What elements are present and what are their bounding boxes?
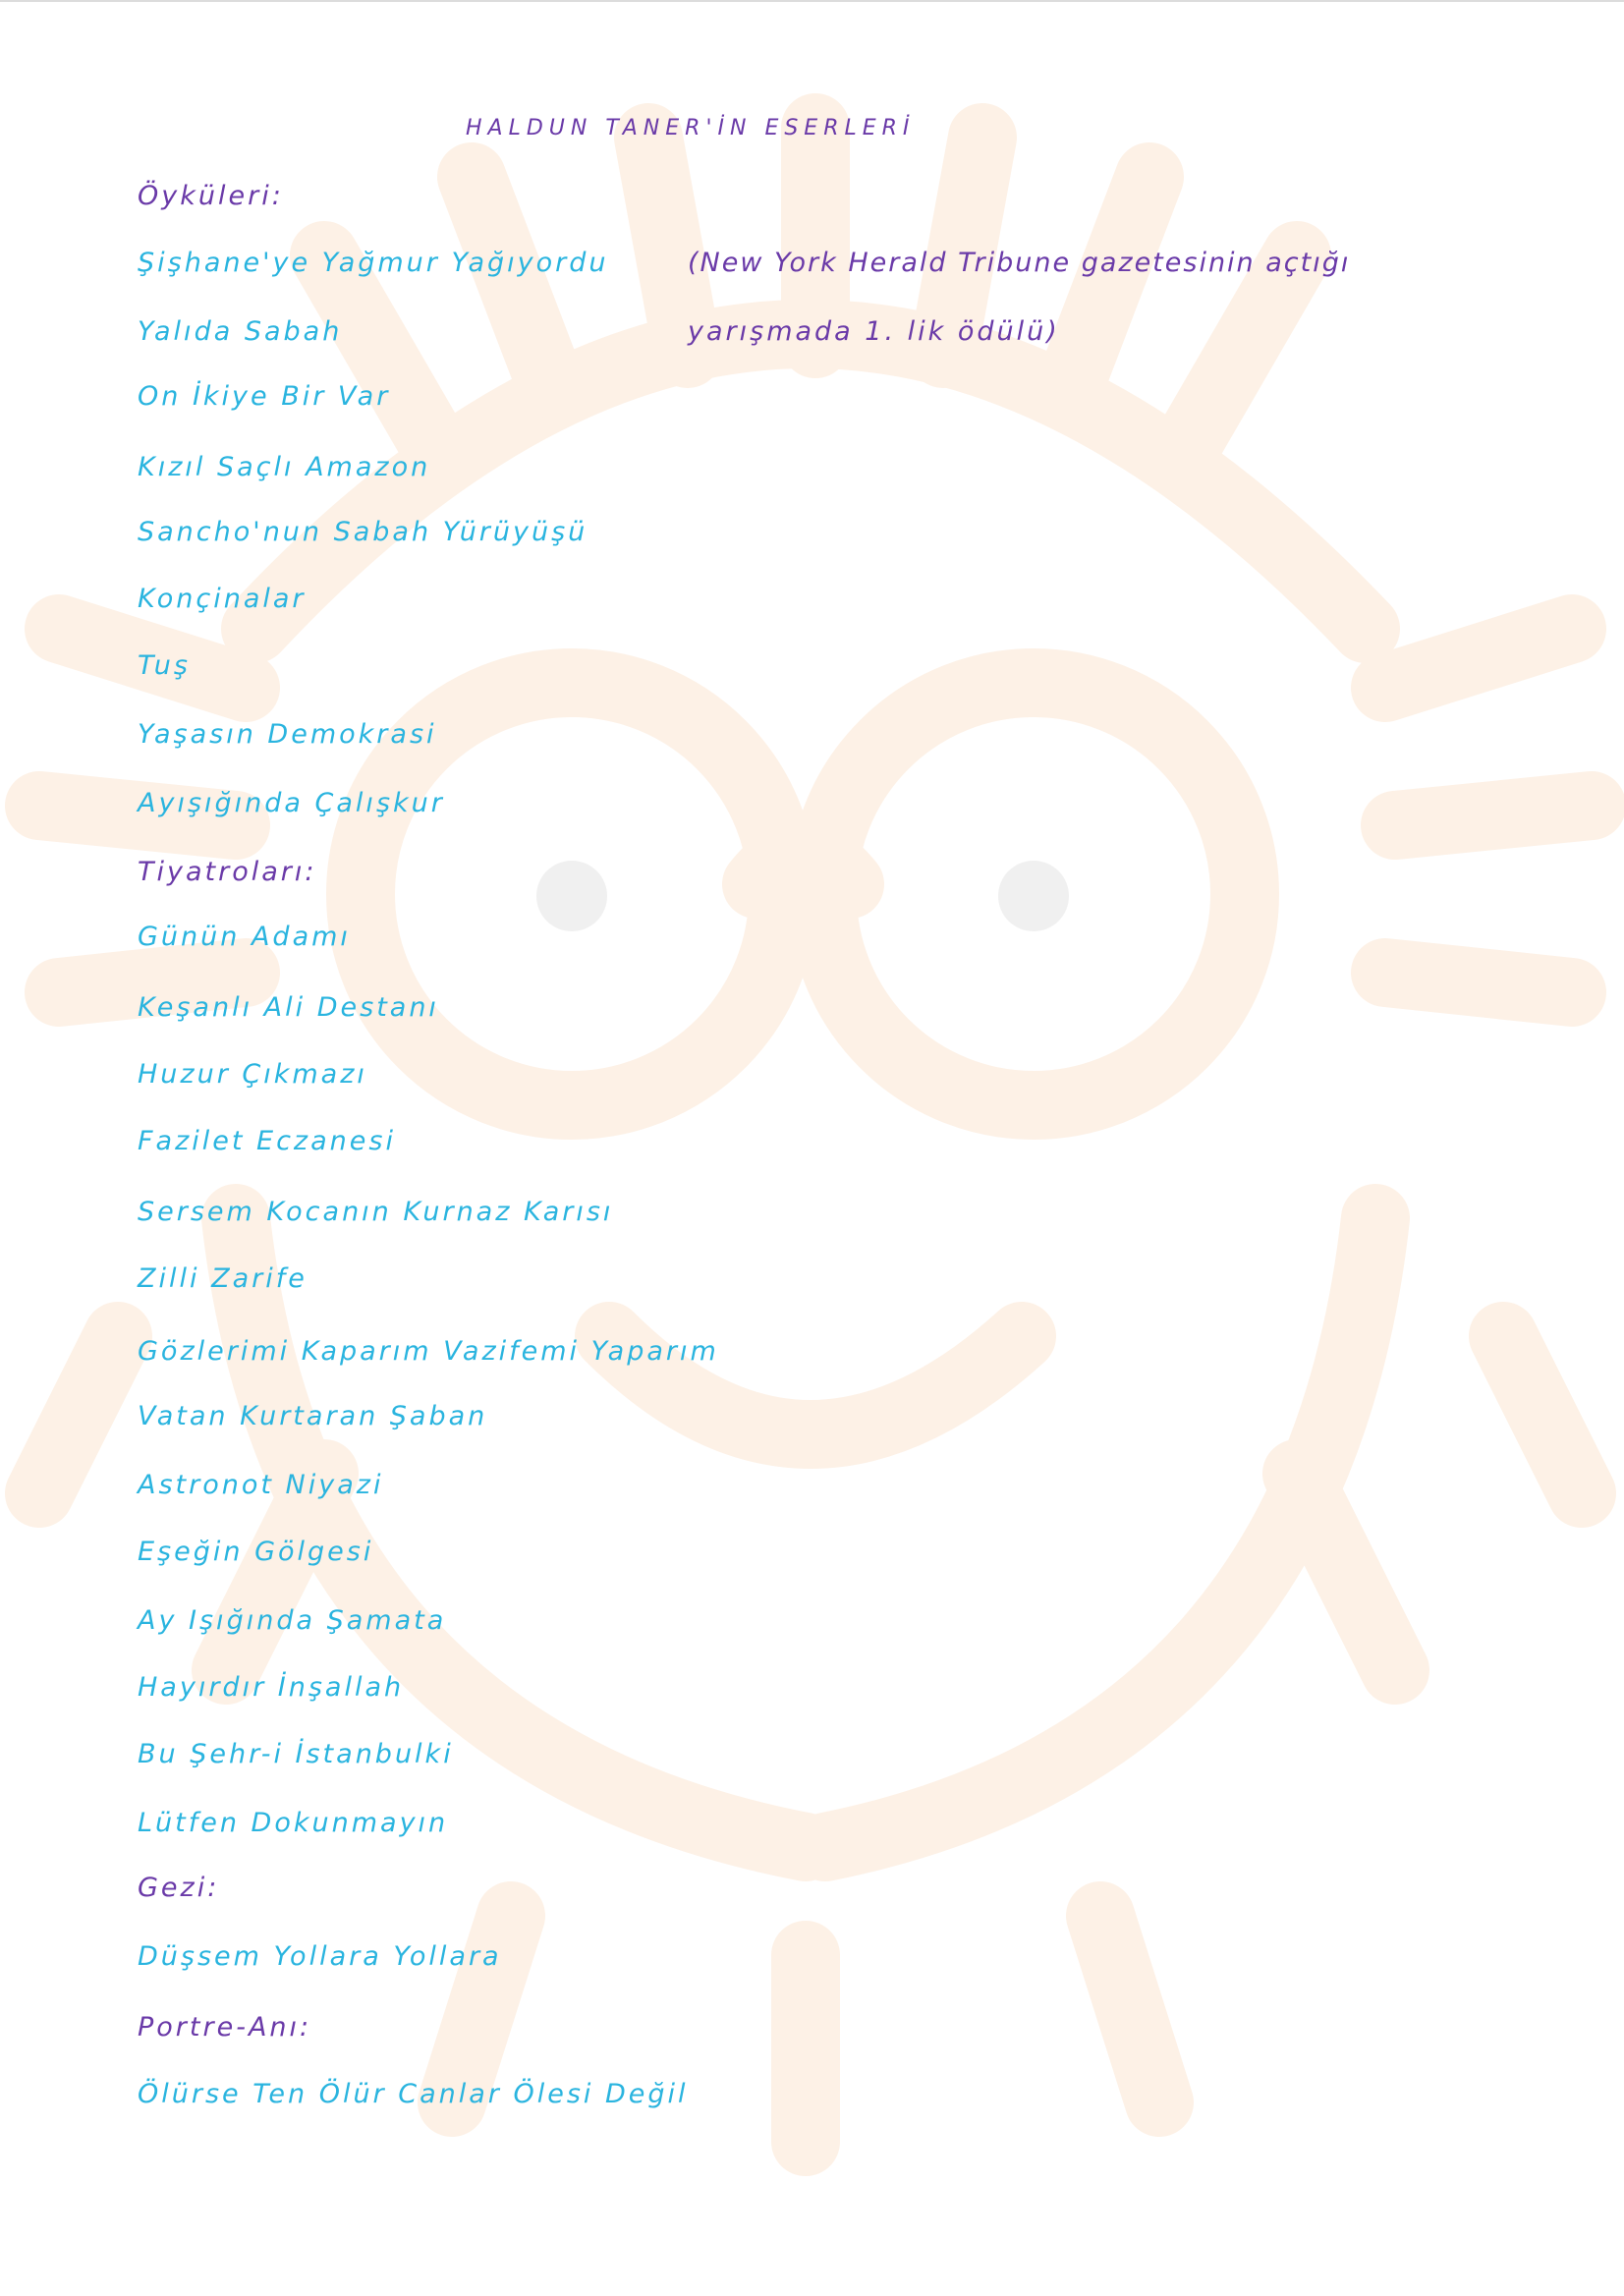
section-heading-travel: Gezi: (138, 1873, 220, 1903)
story-item: Konçinalar (138, 584, 307, 614)
play-item: Keşanlı Ali Destanı (138, 992, 439, 1023)
play-item: Eşeğin Gölgesi (138, 1537, 374, 1567)
page-title: HALDUN TANER'İN ESERLERİ (466, 116, 916, 140)
portrait-item: Ölürse Ten Ölür Canlar Ölesi Değil (138, 2079, 689, 2109)
play-item: Bu Şehr-i İstanbulki (138, 1739, 454, 1769)
play-item: Günün Adamı (138, 922, 351, 952)
play-item: Gözlerimi Kaparım Vazifemi Yaparım (138, 1336, 719, 1367)
play-item: Zilli Zarife (138, 1263, 308, 1294)
play-item: Huzur Çıkmazı (138, 1059, 367, 1090)
story-item: Tuş (138, 650, 191, 681)
play-item: Sersem Kocanın Kurnaz Karısı (138, 1197, 614, 1227)
travel-item: Düşsem Yollara Yollara (138, 1941, 502, 1972)
award-note-line-1: (New York Herald Tribune gazetesinin açtığı (688, 248, 1351, 278)
story-item: Ayışığında Çalışkur (138, 788, 445, 818)
play-item: Lütfen Dokunmayın (138, 1808, 449, 1838)
story-item: Yalıda Sabah (138, 316, 343, 347)
award-note-line-2: yarışmada 1. lik ödülü) (688, 316, 1060, 347)
section-heading-stories: Öyküleri: (138, 181, 284, 211)
play-item: Ay Işığında Şamata (138, 1605, 447, 1636)
play-item: Astronot Niyazi (138, 1470, 384, 1500)
play-item: Vatan Kurtaran Şaban (138, 1401, 488, 1431)
play-item: Hayırdır İnşallah (138, 1672, 405, 1703)
story-item: On İkiye Bir Var (138, 381, 391, 412)
story-item: Kızıl Saçlı Amazon (138, 452, 431, 482)
story-item: Yaşasın Demokrasi (138, 719, 437, 750)
story-item: Şişhane'ye Yağmur Yağıyordu (138, 248, 609, 278)
section-heading-portrait: Portre-Anı: (138, 2012, 312, 2043)
story-item: Sancho'nun Sabah Yürüyüşü (138, 517, 588, 547)
play-item: Fazilet Eczanesi (138, 1126, 396, 1156)
section-heading-plays: Tiyatroları: (138, 857, 317, 887)
